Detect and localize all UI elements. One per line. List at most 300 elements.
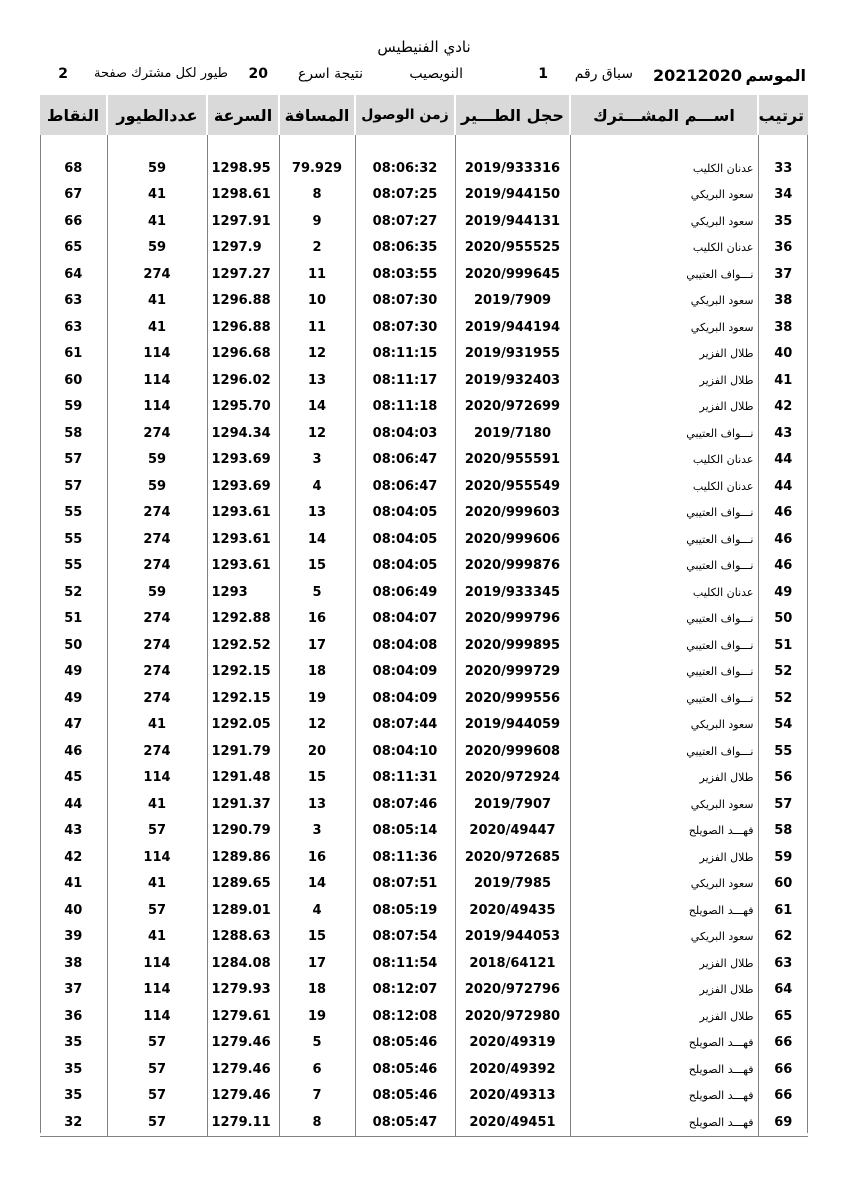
cell-participant: عدنان الكليب: [570, 473, 758, 500]
header-points: النقاط: [40, 95, 107, 135]
cell-participant: سعود البريكي: [570, 314, 758, 341]
cell-birds: 41: [107, 208, 207, 235]
cell-points: 55: [64, 505, 83, 521]
table-row: [40, 473, 808, 500]
cell-arrival: 08:06:47: [355, 447, 455, 474]
cell-birds: 274: [107, 261, 207, 288]
cell-birds: 59: [107, 447, 207, 474]
cell-participant: نـــواف العتيبي: [570, 659, 758, 686]
cell-rank: 65: [758, 1003, 808, 1030]
cell-speed: 1293.69: [207, 447, 279, 474]
table-row: [40, 367, 808, 394]
cell-speed: 1279.46: [207, 1056, 279, 1083]
cell-speed: 1293.69: [207, 473, 279, 500]
cell-speed: 1292.15: [207, 685, 279, 712]
cell-points: 63: [64, 293, 83, 309]
cell-birds: 57: [107, 1109, 207, 1136]
cell-speed: 1298.61: [207, 182, 279, 209]
cell-speed: 1279.46: [207, 1030, 279, 1057]
cell-birds: 57: [107, 818, 207, 845]
table-row: [40, 950, 808, 977]
cell-rank: 66: [758, 1083, 808, 1110]
cell-participant: سعود البريكي: [570, 871, 758, 898]
cell-arrival: 08:07:25: [355, 182, 455, 209]
header-birds: عددالطيور: [107, 95, 207, 135]
cell-arrival: 08:06:35: [355, 235, 455, 262]
cell-ring: 2020/49392: [455, 1056, 570, 1083]
cell-participant: طلال الفزير: [570, 341, 758, 368]
table-row: [40, 526, 808, 553]
cell-participant: نـــواف العتيبي: [570, 738, 758, 765]
cell-points: 66: [64, 213, 83, 229]
cell-birds: 274: [107, 632, 207, 659]
table-row: [40, 182, 808, 209]
cell-birds: 114: [107, 950, 207, 977]
cell-birds: 114: [107, 1003, 207, 1030]
cell-arrival: 08:12:07: [355, 977, 455, 1004]
cell-rank: 33: [758, 135, 808, 182]
cell-rank: 66: [758, 1056, 808, 1083]
table-header-row: [40, 95, 808, 135]
cell-rank: 66: [758, 1030, 808, 1057]
cell-points: 39: [64, 929, 83, 945]
cell-participant: طلال الفزير: [570, 1003, 758, 1030]
cell-rank: 46: [758, 526, 808, 553]
cell-birds: 59: [107, 579, 207, 606]
cell-ring: 2019/931955: [455, 341, 570, 368]
cell-participant: سعود البريكي: [570, 712, 758, 739]
cell-rank: 36: [758, 235, 808, 262]
cell-participant: فهـــد الصويلح: [570, 1056, 758, 1083]
cell-rank: 55: [758, 738, 808, 765]
cell-points: 40: [64, 902, 83, 918]
cell-participant: فهـــد الصويلح: [570, 1109, 758, 1136]
season-value: 20212020: [652, 66, 742, 85]
cell-participant: طلال الفزير: [570, 765, 758, 792]
cell-points: 60: [64, 372, 83, 388]
cell-ring: 2020/999876: [455, 553, 570, 580]
cell-distance: 16: [279, 606, 355, 633]
table-row: [40, 553, 808, 580]
cell-rank: 42: [758, 394, 808, 421]
fastest-value: 20: [248, 66, 268, 82]
cell-distance: 15: [279, 924, 355, 951]
table-row: [40, 208, 808, 235]
header-ring: حجل الطـــير: [455, 95, 570, 135]
cell-ring: 2018/64121: [455, 950, 570, 977]
cell-birds: 114: [107, 367, 207, 394]
cell-birds: 274: [107, 420, 207, 447]
race-info-line: [0, 66, 848, 92]
cell-points: 67: [64, 187, 83, 203]
cell-points: 44: [64, 796, 83, 812]
table-row: [40, 1030, 808, 1057]
cell-speed: 1289.01: [207, 897, 279, 924]
cell-distance: 5: [279, 579, 355, 606]
cell-birds: 41: [107, 712, 207, 739]
cell-participant: نـــواف العتيبي: [570, 553, 758, 580]
cell-arrival: 08:04:03: [355, 420, 455, 447]
cell-arrival: 08:06:49: [355, 579, 455, 606]
cell-speed: 1293.61: [207, 526, 279, 553]
cell-points: 42: [64, 849, 83, 865]
cell-participant: فهـــد الصويلح: [570, 1030, 758, 1057]
cell-arrival: 08:07:30: [355, 314, 455, 341]
cell-rank: 46: [758, 553, 808, 580]
table-row: [40, 738, 808, 765]
table-body: [40, 135, 808, 1136]
season-label: الموسم: [745, 66, 806, 85]
cell-speed: 1279.11: [207, 1109, 279, 1136]
cell-ring: 2020/49447: [455, 818, 570, 845]
cell-distance: 16: [279, 844, 355, 871]
cell-ring: 2020/972796: [455, 977, 570, 1004]
table-row: [40, 712, 808, 739]
table-row: [40, 394, 808, 421]
cell-arrival: 08:06:32: [355, 135, 455, 182]
cell-participant: نـــواف العتيبي: [570, 606, 758, 633]
cell-arrival: 08:11:31: [355, 765, 455, 792]
cell-distance: 11: [279, 314, 355, 341]
cell-participant: سعود البريكي: [570, 791, 758, 818]
cell-arrival: 08:12:08: [355, 1003, 455, 1030]
cell-speed: 1291.37: [207, 791, 279, 818]
cell-points: 55: [64, 558, 83, 574]
cell-birds: 57: [107, 1056, 207, 1083]
race-location: النويصيب: [409, 66, 463, 82]
cell-arrival: 08:04:05: [355, 526, 455, 553]
cell-rank: 60: [758, 871, 808, 898]
cell-points: 61: [64, 346, 83, 362]
cell-ring: 2020/999895: [455, 632, 570, 659]
table-row: [40, 579, 808, 606]
cell-distance: 19: [279, 685, 355, 712]
cell-points: 65: [64, 240, 83, 256]
cell-points: 35: [64, 1061, 83, 1077]
cell-distance: 14: [279, 526, 355, 553]
cell-rank: 64: [758, 977, 808, 1004]
cell-speed: 1296.88: [207, 288, 279, 315]
cell-ring: 2019/7180: [455, 420, 570, 447]
cell-rank: 62: [758, 924, 808, 951]
cell-ring: 2020/955591: [455, 447, 570, 474]
cell-ring: 2020/49451: [455, 1109, 570, 1136]
cell-rank: 34: [758, 182, 808, 209]
cell-distance: 5: [279, 1030, 355, 1057]
table-row: [40, 447, 808, 474]
cell-ring: 2020/999796: [455, 606, 570, 633]
cell-speed: 1291.48: [207, 765, 279, 792]
cell-points: 37: [64, 982, 83, 998]
cell-points: 46: [64, 743, 83, 759]
cell-rank: 49: [758, 579, 808, 606]
cell-rank: 61: [758, 897, 808, 924]
cell-participant: عدنان الكليب: [570, 235, 758, 262]
cell-birds: 57: [107, 1030, 207, 1057]
table-row: [40, 420, 808, 447]
cell-speed: 1292.88: [207, 606, 279, 633]
cell-ring: 2020/49319: [455, 1030, 570, 1057]
cell-ring: 2020/972699: [455, 394, 570, 421]
cell-ring: 2020/955525: [455, 235, 570, 262]
cell-distance: 3: [279, 447, 355, 474]
cell-distance: 8: [279, 182, 355, 209]
cell-arrival: 08:03:55: [355, 261, 455, 288]
cell-birds: 57: [107, 1083, 207, 1110]
cell-distance: 15: [279, 765, 355, 792]
cell-rank: 58: [758, 818, 808, 845]
cell-rank: 54: [758, 712, 808, 739]
table-row: [40, 1056, 808, 1083]
race-number-label: سباق رقم: [574, 66, 633, 82]
cell-ring: 2019/7907: [455, 791, 570, 818]
cell-rank: 37: [758, 261, 808, 288]
header-participant: اســـم المشـــترك: [570, 95, 758, 135]
cell-rank: 40: [758, 341, 808, 368]
cell-points: 32: [40, 1109, 107, 1136]
cell-participant: طلال الفزير: [570, 950, 758, 977]
cell-points: 52: [64, 584, 83, 600]
cell-participant: نـــواف العتيبي: [570, 500, 758, 527]
cell-participant: عدنان الكليب: [570, 579, 758, 606]
cell-points: 63: [64, 319, 83, 335]
cell-arrival: 08:07:46: [355, 791, 455, 818]
header-arrival: زمن الوصول: [355, 95, 455, 135]
cell-rank: 50: [758, 606, 808, 633]
cell-ring: 2020/999608: [455, 738, 570, 765]
cell-ring: 2019/933316: [455, 135, 570, 182]
cell-speed: 1284.08: [207, 950, 279, 977]
cell-speed: 1293.61: [207, 553, 279, 580]
cell-distance: 4: [279, 473, 355, 500]
cell-rank: 35: [758, 208, 808, 235]
cell-ring: 2019/933345: [455, 579, 570, 606]
cell-speed: 1297.91: [207, 208, 279, 235]
cell-arrival: 08:11:54: [355, 950, 455, 977]
cell-points: 41: [64, 876, 83, 892]
cell-ring: 2019/7985: [455, 871, 570, 898]
cell-birds: 114: [107, 394, 207, 421]
cell-distance: 15: [279, 553, 355, 580]
cell-arrival: 08:06:47: [355, 473, 455, 500]
cell-ring: 2019/932403: [455, 367, 570, 394]
cell-participant: نـــواف العتيبي: [570, 685, 758, 712]
cell-distance: 18: [279, 659, 355, 686]
cell-points: 50: [64, 637, 83, 653]
cell-points: 38: [64, 955, 83, 971]
cell-arrival: 08:04:05: [355, 500, 455, 527]
cell-distance: 6: [279, 1056, 355, 1083]
cell-arrival: 08:04:10: [355, 738, 455, 765]
cell-arrival: 08:11:17: [355, 367, 455, 394]
cell-birds: 114: [107, 765, 207, 792]
cell-distance: 4: [279, 897, 355, 924]
cell-participant: طلال الفزير: [570, 394, 758, 421]
cell-distance: 13: [279, 500, 355, 527]
cell-points: 49: [64, 690, 83, 706]
cell-distance: 14: [279, 394, 355, 421]
header-rank: ترتيب: [758, 95, 808, 135]
cell-ring: 2020/972924: [455, 765, 570, 792]
cell-ring: 2020/972685: [455, 844, 570, 871]
header-distance: المسافة: [279, 95, 355, 135]
cell-arrival: 08:05:14: [355, 818, 455, 845]
cell-points: 58: [64, 425, 83, 441]
cell-speed: 1292.15: [207, 659, 279, 686]
cell-birds: 57: [107, 897, 207, 924]
cell-arrival: 08:05:47: [355, 1109, 455, 1136]
cell-distance: 18: [279, 977, 355, 1004]
cell-distance: 13: [279, 367, 355, 394]
cell-birds: 274: [107, 659, 207, 686]
cell-participant: نـــواف العتيبي: [570, 420, 758, 447]
cell-birds: 41: [107, 182, 207, 209]
cell-speed: 1279.93: [207, 977, 279, 1004]
cell-ring: 2020/999645: [455, 261, 570, 288]
cell-birds: 41: [107, 871, 207, 898]
cell-rank: 52: [758, 659, 808, 686]
table-row: [40, 341, 808, 368]
cell-birds: 41: [107, 924, 207, 951]
page-number: 2: [58, 66, 68, 82]
cell-points: 59: [64, 399, 83, 415]
cell-points: 49: [64, 664, 83, 680]
cell-speed: 1296.02: [207, 367, 279, 394]
cell-participant: فهـــد الصويلح: [570, 897, 758, 924]
cell-speed: 1295.70: [207, 394, 279, 421]
cell-participant: فهـــد الصويلح: [570, 1083, 758, 1110]
cell-ring: 2020/999603: [455, 500, 570, 527]
cell-arrival: 08:05:46: [355, 1030, 455, 1057]
cell-arrival: 08:07:54: [355, 924, 455, 951]
cell-distance: 12: [279, 341, 355, 368]
cell-points: 57: [64, 452, 83, 468]
cell-speed: 1293: [207, 579, 279, 606]
cell-rank: 46: [758, 500, 808, 527]
cell-participant: سعود البريكي: [570, 208, 758, 235]
cell-arrival: 08:11:15: [355, 341, 455, 368]
cell-rank: 43: [758, 420, 808, 447]
cell-rank: 63: [758, 950, 808, 977]
cell-distance: 12: [279, 420, 355, 447]
race-number-value: 1: [538, 66, 548, 82]
table-row: [40, 1083, 808, 1110]
cell-speed: 1279.46: [207, 1083, 279, 1110]
cell-birds: 274: [107, 685, 207, 712]
cell-participant: سعود البريكي: [570, 288, 758, 315]
cell-ring: 2020/972980: [455, 1003, 570, 1030]
cell-arrival: 08:07:51: [355, 871, 455, 898]
cell-participant: عدنان الكليب: [570, 135, 758, 182]
table-row: [40, 632, 808, 659]
table-row: [40, 897, 808, 924]
cell-birds: 274: [107, 553, 207, 580]
cell-distance: 14: [279, 871, 355, 898]
cell-ring: 2020/999729: [455, 659, 570, 686]
cell-arrival: 08:05:46: [355, 1083, 455, 1110]
cell-birds: 59: [107, 135, 207, 182]
cell-distance: 7: [279, 1083, 355, 1110]
cell-rank: 52: [758, 685, 808, 712]
cell-distance: 8: [279, 1109, 355, 1136]
cell-rank: 38: [758, 314, 808, 341]
cell-distance: 17: [279, 950, 355, 977]
cell-arrival: 08:07:27: [355, 208, 455, 235]
cell-participant: نـــواف العتيبي: [570, 632, 758, 659]
cell-points: 51: [64, 611, 83, 627]
cell-birds: 274: [107, 500, 207, 527]
table-row: [40, 659, 808, 686]
cell-rank: 44: [758, 473, 808, 500]
cell-ring: 2020/49313: [455, 1083, 570, 1110]
cell-ring: 2019/944194: [455, 314, 570, 341]
cell-ring: 2020/955549: [455, 473, 570, 500]
cell-arrival: 08:05:46: [355, 1056, 455, 1083]
cell-participant: طلال الفزير: [570, 977, 758, 1004]
cell-participant: سعود البريكي: [570, 182, 758, 209]
cell-rank: 56: [758, 765, 808, 792]
cell-speed: 1297.9: [207, 235, 279, 262]
cell-distance: 79.929: [279, 135, 355, 182]
cell-arrival: 08:05:19: [355, 897, 455, 924]
table-row: [40, 791, 808, 818]
fastest-label: نتيجة اسرع: [297, 66, 363, 82]
cell-rank: 69: [758, 1109, 808, 1136]
table-row: [40, 288, 808, 315]
cell-birds: 59: [107, 473, 207, 500]
table-row: [40, 500, 808, 527]
cell-speed: 1296.68: [207, 341, 279, 368]
table-row: [40, 977, 808, 1004]
table-row: [40, 685, 808, 712]
cell-participant: فهـــد الصويلح: [570, 818, 758, 845]
cell-participant: نـــواف العتيبي: [570, 526, 758, 553]
cell-birds: 274: [107, 606, 207, 633]
cell-ring: 2019/944150: [455, 182, 570, 209]
table-row: [40, 1109, 808, 1136]
cell-arrival: 08:04:09: [355, 659, 455, 686]
table-row: [40, 314, 808, 341]
cell-rank: 57: [758, 791, 808, 818]
cell-distance: 11: [279, 261, 355, 288]
cell-rank: 44: [758, 447, 808, 474]
cell-arrival: 08:11:36: [355, 844, 455, 871]
cell-rank: 38: [758, 288, 808, 315]
cell-distance: 2: [279, 235, 355, 262]
cell-participant: سعود البريكي: [570, 924, 758, 951]
cell-birds: 114: [107, 341, 207, 368]
cell-ring: 2019/7909: [455, 288, 570, 315]
cell-rank: 41: [758, 367, 808, 394]
table-row: [40, 924, 808, 951]
cell-points: 64: [64, 266, 83, 282]
cell-distance: 17: [279, 632, 355, 659]
cell-speed: 1292.52: [207, 632, 279, 659]
cell-speed: 1279.61: [207, 1003, 279, 1030]
cell-points: 36: [64, 1008, 83, 1024]
cell-speed: 1292.05: [207, 712, 279, 739]
cell-ring: 2019/944059: [455, 712, 570, 739]
table-row: [40, 1003, 808, 1030]
cell-points: 35: [64, 1035, 83, 1051]
cell-speed: 1289.86: [207, 844, 279, 871]
cell-ring: 2020/999606: [455, 526, 570, 553]
cell-points: 47: [64, 717, 83, 733]
cell-speed: 1293.61: [207, 500, 279, 527]
cell-participant: طلال الفزير: [570, 844, 758, 871]
table-row: [40, 844, 808, 871]
cell-speed: 1291.79: [207, 738, 279, 765]
